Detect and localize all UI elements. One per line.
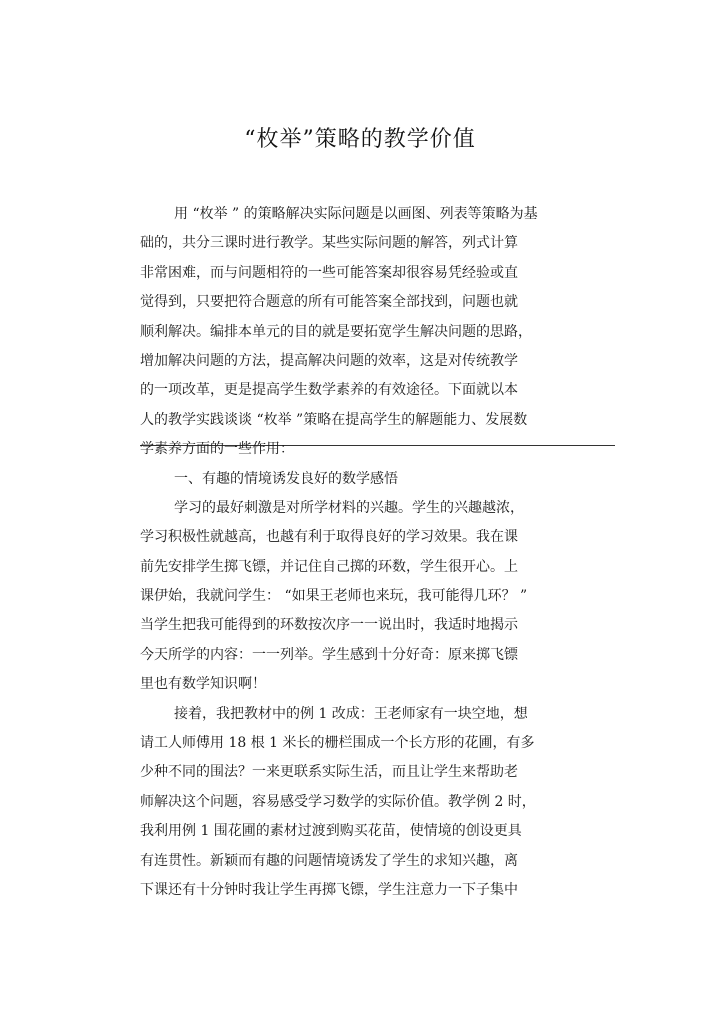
text-line: 觉得到，只要把符合题意的所有可能答案全部找到，问题也就 [140, 294, 518, 311]
text-line: 当学生把我可能得到的环数按次序一一说出时，我适时地揭示 [140, 617, 518, 634]
text-line: 学习积极性就越高，也越有利于取得良好的学习效果。我在课 [140, 529, 518, 546]
text-line: 的一项改革，更是提高学生数学素养的有效途径。下面就以本 [140, 382, 518, 399]
text-line: 请工人师傅用 18 根 1 米长的栅栏围成一个长方形的花圃，有多 [140, 735, 535, 752]
text-line: 课伊始，我就问学生： “如果王老师也来玩，我可能得几环？ ” [140, 588, 528, 605]
text-line: 接着，我把教材中的例 1 改成：王老师家有一块空地，想 [174, 705, 528, 722]
text-line: 今天所学的内容：一一列举。学生感到十分好奇：原来掷飞镖 [140, 646, 518, 663]
text-line: 前先安排学生掷飞镖，并记住自己掷的环数，学生很开心。上 [140, 558, 518, 575]
text-line: 学素养方面的一些作用： [140, 441, 294, 458]
text-line: 下课还有十分钟时我让学生再掷飞镖，学生注意力一下子集中 [140, 881, 518, 898]
text-line: 少种不同的围法？一来更联系实际生活，而且让学生来帮助老 [140, 764, 518, 781]
text-line: 增加解决问题的方法，提高解决问题的效率，这是对传统教学 [140, 352, 518, 369]
text-line: 师解决这个问题，容易感受学习数学的实际价值。教学例 2 时， [140, 793, 536, 810]
document-title: “枚举”策略的教学价值 [244, 127, 476, 152]
text-line: 有连贯性。新颖而有趣的问题情境诱发了学生的求知兴趣，离 [140, 852, 518, 869]
text-line: 础的，共分三课时进行教学。某些实际问题的解答，列式计算 [140, 235, 518, 252]
text-line: 顺利解决。编排本单元的目的就是要拓宽学生解决问题的思路， [140, 323, 532, 340]
text-line: 里也有数学知识啊！ [140, 676, 266, 693]
text-line: 人的教学实践谈谈 “枚举 ”策略在提高学生的解题能力、发展数 [140, 411, 528, 428]
section-heading: 一、有趣的情境诱发良好的数学感悟 [174, 470, 398, 487]
text-line: 学习的最好刺激是对所学材料的兴趣。学生的兴趣越浓， [174, 499, 524, 516]
text-line: 非常困难，而与问题相符的一些可能答案却很容易凭经验或直 [140, 264, 518, 281]
text-line: 用 “枚举 ” 的策略解决实际问题是以画图、列表等策略为基 [174, 206, 538, 222]
text-line: 我利用例 1 围花圃的素材过渡到购买花苗，使情境的创设更具 [140, 823, 522, 840]
document-body [140, 200, 620, 905]
